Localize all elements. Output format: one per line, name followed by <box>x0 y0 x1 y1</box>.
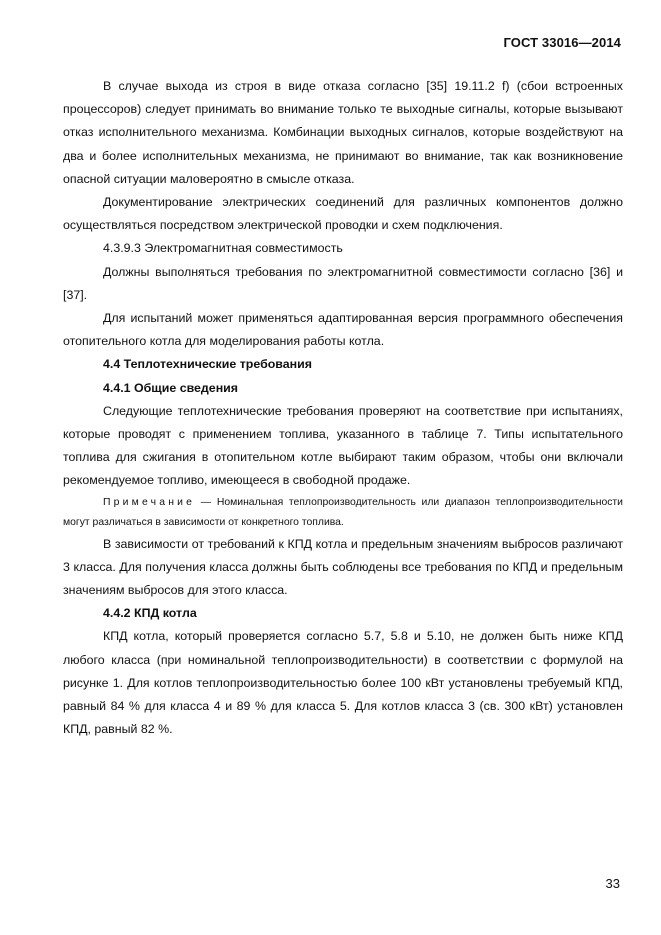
paragraph-failure-processors: В случае выхода из строя в виде отказа согласно [35] 19.11.2 f) (сбои встроенных процессоров) следует принимать во внимание только те выходные сигналы, которые вызывают отказ исполнительного механизма. Комбинации выходных сигналов, которые воздействуют на два и более исполнительных механизма, не принимают во внимание, так как возникновение опасной ситуации маловероятно в смысле отказа. <box>63 79 623 186</box>
page-body <box>63 75 623 741</box>
paragraph-emc-requirements: Должны выполняться требования по электромагнитной совместимости согласно [36] и [37]. <box>63 264 623 302</box>
paragraph-efficiency: КПД котла, который проверяется согласно 5.7, 5.8 и 5.10, не должен быть ниже КПД любого класса (при номинальной теплопроизводительности) в соответствии с формулой на рисунке 1. Для котлов теплопроизводительностью более 100 кВт установлены требуемый КПД, равный 84 % для класса 4 и 89 % для класса 5. Для котлов класса 3 (св. 300 кВт) установлен КПД, равный 82 %. <box>63 629 623 737</box>
subsection-emc-title: 4.3.9.3 Электромагнитная совместимость <box>103 241 343 256</box>
paragraph-electrical-documentation: Документирование электрических соединений для различных компонентов должно осуществляться посредством электрической проводки и схем подключения. <box>63 195 623 233</box>
section-heading-general: 4.4.1 Общие сведения <box>103 380 239 395</box>
section-heading-efficiency: 4.4.2 КПД котла <box>103 606 197 621</box>
note-text: — Номинальная теплопроизводительность или диапазон теплопроизводительности могут различаться в зависимости от конкретного топлива. <box>63 496 623 528</box>
note-label: Примечание <box>103 496 196 508</box>
section-heading-thermal: 4.4 Теплотехнические требования <box>103 357 312 372</box>
paragraph-thermal-tests: Следующие теплотехнические требования проверяют на соответствие при испытаниях, которые проводят с применением топлива, указанного в таблице 7. Типы испытательного топлива для сжигания в отопительном котле выбирают таким образом, чтобы они включали рекомендуемое топливо, имеющееся в свободной продаже. <box>63 403 623 488</box>
document-code: ГОСТ 33016—2014 <box>503 35 621 50</box>
note <box>63 493 623 533</box>
paragraph-software-testing: Для испытаний может применяться адаптированная версия программного обеспечения отопительного котла для моделирования работы котла. <box>63 311 623 349</box>
paragraph-classes: В зависимости от требований к КПД котла и предельным значениям выбросов различают 3 класса. Для получения класса должны быть соблюдены все требования по КПД и предельным значениям выбросов для этого класса. <box>63 536 623 598</box>
page-number: 33 <box>605 876 620 891</box>
